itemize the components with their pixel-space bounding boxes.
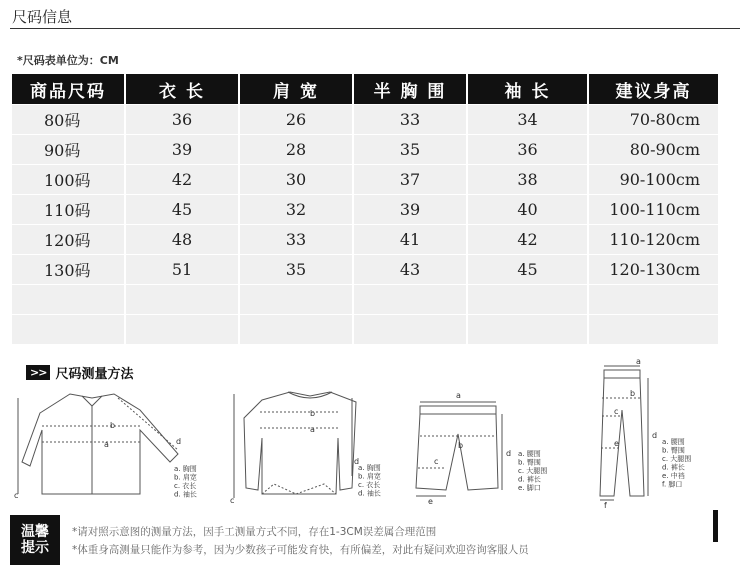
table-row — [12, 105, 718, 134]
tip-label-line1: 温馨 — [21, 524, 49, 540]
shirt-legend — [174, 464, 197, 499]
pants-legend — [662, 437, 691, 489]
table-cell: 48 — [126, 225, 238, 254]
shirt-markers — [14, 421, 181, 500]
table-cell — [354, 285, 466, 314]
table-cell: 36 — [468, 135, 587, 164]
svg-text:d: d — [652, 431, 658, 440]
table-row — [12, 165, 718, 194]
svg-text:b: b — [630, 389, 636, 398]
shorts-legend — [518, 449, 547, 492]
column-header: 肩 宽 — [240, 74, 352, 104]
legend-item: c. 大腿围 — [518, 467, 548, 475]
table-cell — [12, 315, 124, 344]
legend-item: e. 中裆 — [662, 472, 685, 480]
decorative-bar — [713, 510, 718, 542]
table-cell: 40 — [468, 195, 587, 224]
table-cell — [126, 285, 238, 314]
table-cell: 80-90cm — [589, 135, 718, 164]
svg-text:d: d — [506, 449, 512, 458]
table-row — [12, 255, 718, 284]
table-cell: 33 — [240, 225, 352, 254]
legend-item: a. 腰围 — [518, 450, 541, 458]
table-cell: 130码 — [12, 255, 124, 284]
table-row — [12, 195, 718, 224]
legend-item: c. 衣长 — [358, 481, 381, 489]
table-cell: 90-100cm — [589, 165, 718, 194]
table-cell: 35 — [354, 135, 466, 164]
svg-text:c: c — [14, 491, 19, 500]
column-header: 衣 长 — [126, 74, 238, 104]
table-cell: 90码 — [12, 135, 124, 164]
table-cell: 41 — [354, 225, 466, 254]
legend-item: e. 脚口 — [518, 484, 541, 492]
pants-markers — [604, 358, 657, 508]
table-cell — [589, 285, 718, 314]
table-cell: 26 — [240, 105, 352, 134]
column-header: 建议身高 — [589, 74, 718, 104]
table-cell — [589, 315, 718, 344]
svg-text:c: c — [434, 457, 439, 466]
legend-item: d. 袖长 — [174, 490, 197, 499]
table-cell: 35 — [240, 255, 352, 284]
table-cell: 43 — [354, 255, 466, 284]
table-cell: 45 — [126, 195, 238, 224]
tip-text-2: *体重身高测量只能作为参考，因为少数孩子可能发育快，有所偏差，对此有疑问欢迎咨询客服人员 — [72, 544, 529, 556]
svg-text:a: a — [636, 358, 641, 366]
column-header: 商品尺码 — [12, 74, 124, 104]
table-cell — [468, 315, 587, 344]
svg-text:e: e — [428, 497, 433, 506]
svg-text:b: b — [110, 421, 116, 430]
svg-text:c: c — [230, 496, 235, 505]
svg-text:d: d — [354, 457, 360, 466]
unit-note: *尺码表单位为：CM — [17, 54, 119, 67]
tip-text-1: *请对照示意图的测量方法，因手工测量方式不同，存在1-3CM误差属合理范围 — [72, 526, 437, 538]
legend-item: c. 衣长 — [174, 482, 197, 490]
measurement-diagrams — [0, 358, 750, 508]
table-cell — [354, 315, 466, 344]
svg-text:c: c — [614, 407, 619, 416]
table-row — [12, 225, 718, 254]
legend-item: f. 脚口 — [662, 480, 683, 489]
table-cell: 28 — [240, 135, 352, 164]
legend-item: d. 袖长 — [358, 489, 381, 498]
pants-diagram — [600, 366, 648, 500]
legend-item: d. 裤长 — [662, 463, 685, 472]
legend-item: d. 裤长 — [518, 475, 541, 484]
tip-label — [10, 515, 60, 565]
legend-item: b. 肩宽 — [174, 473, 197, 482]
table-cell: 120-130cm — [589, 255, 718, 284]
measure-title: 尺码测量方法 — [55, 366, 134, 382]
double-arrow-icon: >> — [26, 365, 50, 380]
table-cell: 80码 — [12, 105, 124, 134]
svg-text:b: b — [458, 441, 464, 450]
table-cell — [240, 285, 352, 314]
table-cell: 36 — [126, 105, 238, 134]
table-cell: 45 — [468, 255, 587, 284]
svg-text:f: f — [604, 501, 607, 508]
size-table — [10, 73, 720, 345]
table-body — [12, 105, 718, 344]
legend-item: a. 胸围 — [358, 464, 381, 472]
table-cell: 32 — [240, 195, 352, 224]
table-cell — [240, 315, 352, 344]
page-title: 尺码信息 — [12, 8, 73, 26]
table-cell: 70-80cm — [589, 105, 718, 134]
table-row — [12, 135, 718, 164]
table-cell: 42 — [468, 225, 587, 254]
legend-item: a. 腰围 — [662, 438, 685, 446]
table-cell: 37 — [354, 165, 466, 194]
table-cell — [468, 285, 587, 314]
sweater-legend — [358, 463, 381, 498]
table-cell: 39 — [126, 135, 238, 164]
column-header: 半 胸 围 — [354, 74, 466, 104]
sweater-markers — [230, 409, 359, 505]
table-cell: 38 — [468, 165, 587, 194]
svg-text:a: a — [104, 440, 109, 449]
sweater-diagram — [234, 392, 356, 498]
table-cell: 51 — [126, 255, 238, 284]
legend-item: b. 臀围 — [662, 446, 685, 455]
svg-text:a: a — [456, 391, 461, 400]
table-cell: 34 — [468, 105, 587, 134]
title-divider — [10, 28, 740, 29]
table-cell: 100-110cm — [589, 195, 718, 224]
table-cell: 120码 — [12, 225, 124, 254]
table-cell — [126, 315, 238, 344]
svg-text:d: d — [176, 437, 182, 446]
shirt-diagram — [18, 394, 178, 494]
table-cell — [12, 285, 124, 314]
svg-text:a: a — [310, 425, 315, 434]
table-cell: 33 — [354, 105, 466, 134]
svg-text:b: b — [310, 409, 316, 418]
table-cell: 42 — [126, 165, 238, 194]
legend-item: a. 胸围 — [174, 465, 197, 473]
legend-item: c. 大腿围 — [662, 455, 692, 463]
table-cell: 110-120cm — [589, 225, 718, 254]
table-cell: 39 — [354, 195, 466, 224]
legend-item: b. 肩宽 — [358, 472, 381, 481]
empty-row — [12, 285, 718, 314]
table-cell: 110码 — [12, 195, 124, 224]
empty-row — [12, 315, 718, 344]
table-cell: 30 — [240, 165, 352, 194]
shorts-markers — [428, 391, 511, 506]
legend-item: b. 臀围 — [518, 458, 541, 467]
table-cell: 100码 — [12, 165, 124, 194]
tip-label-line2: 提示 — [21, 540, 49, 556]
svg-text:e: e — [614, 439, 619, 448]
table-header-row — [12, 74, 718, 104]
column-header: 袖 长 — [468, 74, 587, 104]
